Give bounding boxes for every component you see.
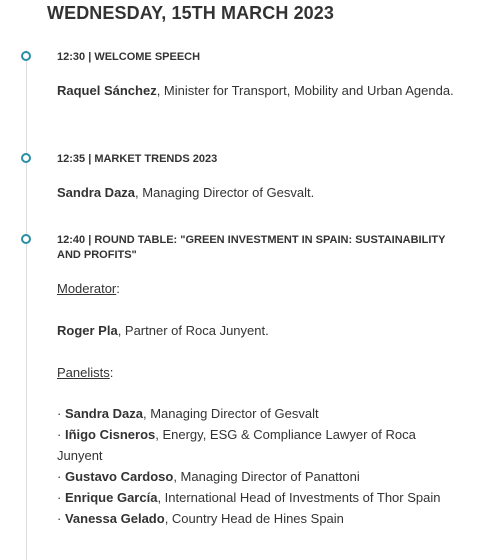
panelist-role: , Managing Director of Gesvalt bbox=[143, 406, 319, 421]
panelist-role: , Country Head de Hines Spain bbox=[164, 511, 344, 526]
speaker-role: , Managing Director of Gesvalt. bbox=[135, 185, 315, 200]
panelist-item bbox=[57, 424, 457, 466]
bullet: · bbox=[57, 490, 65, 505]
timeline-dot bbox=[21, 234, 31, 244]
speaker-name: Sandra Daza bbox=[57, 185, 136, 200]
moderator-role: , Partner of Roca Junyent. bbox=[117, 323, 269, 338]
bullet: · bbox=[57, 406, 65, 421]
timeline-dot bbox=[21, 153, 31, 163]
session-heading-welcome-speech: 12:30 | WELCOME SPEECH bbox=[57, 51, 201, 63]
session-speaker bbox=[57, 182, 457, 203]
timeline-dot bbox=[21, 51, 31, 61]
day-title: WEDNESDAY, 15TH MARCH 2023 bbox=[47, 3, 335, 23]
panelist-name: Gustavo Cardoso bbox=[64, 469, 174, 484]
panelist-name: Vanessa Gelado bbox=[64, 511, 165, 526]
panelist-name: Enrique García bbox=[64, 490, 158, 505]
bullet: · bbox=[57, 427, 65, 442]
panelist-item bbox=[57, 403, 457, 424]
moderator-name: Roger Pla bbox=[57, 323, 118, 338]
panelists-label: Panelists bbox=[57, 365, 110, 380]
panelist-name: Iñigo Cisneros bbox=[64, 427, 156, 442]
speaker-name: Raquel Sánchez bbox=[57, 83, 157, 98]
speaker-role: , Minister for Transport, Mobility and Urban Agenda. bbox=[156, 83, 454, 98]
moderator-label-line bbox=[57, 278, 457, 299]
panelists-label-line bbox=[57, 362, 457, 383]
panelist-name: Sandra Daza bbox=[64, 406, 143, 421]
moderator-label: Moderator bbox=[57, 281, 117, 296]
panelist-role: , International Head of Investments of Thor Spain bbox=[157, 490, 441, 505]
panelist-item bbox=[57, 466, 457, 487]
moderator-entry bbox=[57, 320, 457, 341]
panelist-role: , Energy, ESG & Compliance Lawyer of Roca Junyent bbox=[57, 427, 416, 463]
session-speaker bbox=[57, 80, 457, 101]
panelist-role: , Managing Director of Panattoni bbox=[173, 469, 360, 484]
session-heading-market-trends: 12:35 | MARKET TRENDS 2023 bbox=[57, 153, 218, 165]
panelists-colon: : bbox=[109, 365, 114, 380]
panelist-item bbox=[57, 487, 457, 508]
bullet: · bbox=[57, 469, 65, 484]
bullet: · bbox=[57, 511, 65, 526]
panelist-list bbox=[57, 403, 457, 529]
session-heading-round-table: 12:40 | ROUND TABLE: "GREEN INVESTMENT IN SPAIN: SUSTAINABILITY AND PROFITS" bbox=[57, 234, 446, 261]
panelist-item bbox=[57, 508, 457, 529]
timeline-line bbox=[26, 50, 27, 560]
moderator-colon: : bbox=[116, 281, 120, 296]
